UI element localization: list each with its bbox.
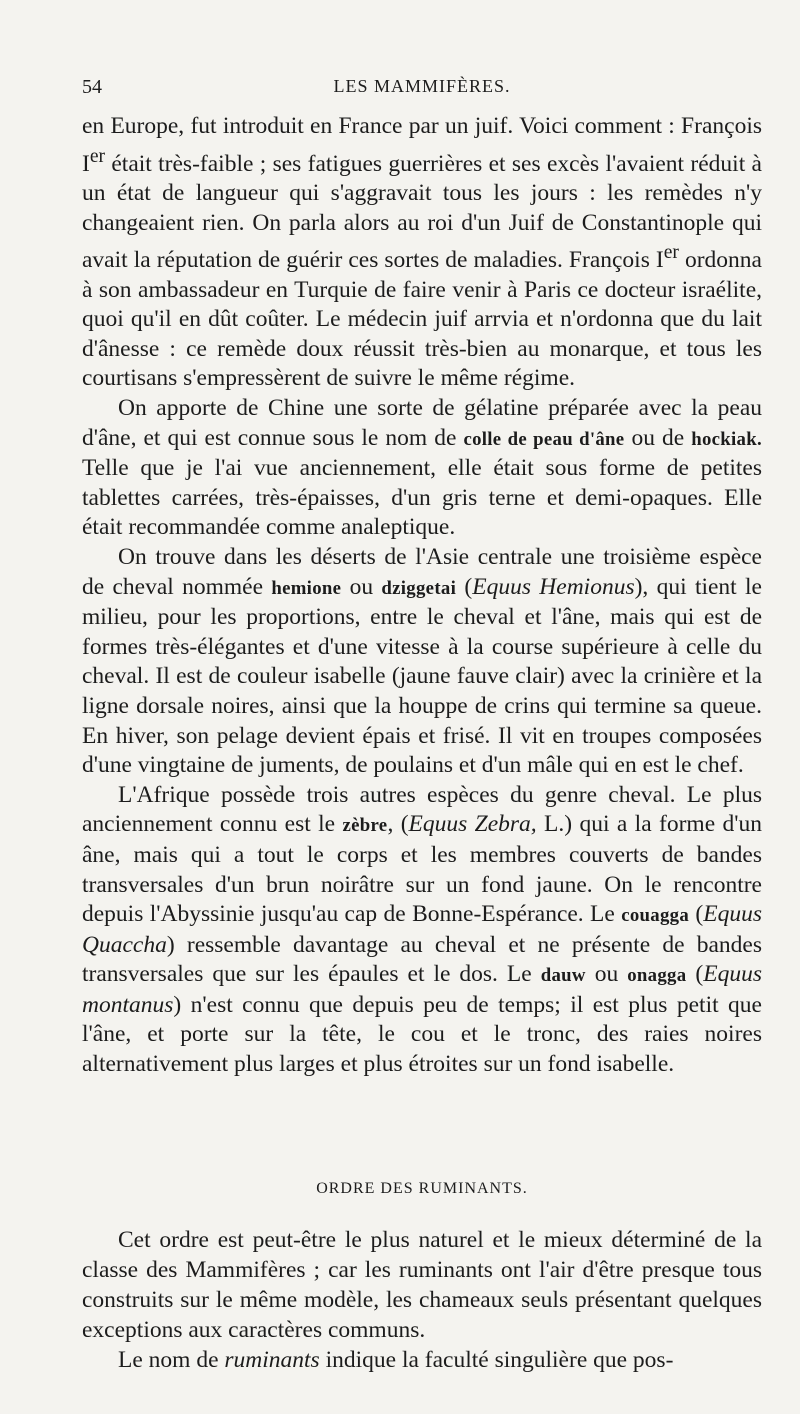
paragraph-nom [82,1345,762,1375]
term-ruminants: ruminants [224,1347,320,1373]
term-dziggetai: dziggetai [381,577,457,599]
term-colle-de-peau: colle de peau d'âne [463,428,625,450]
text-segment: indique la faculté singulière que pos- [319,1347,674,1373]
paragraph-afrique [82,781,762,1080]
text-segment: On trouve dans les déserts de l'Asie centrale une troisième espèce de cheval nommée [82,543,762,600]
latin-name: Equus Zebra, [408,811,537,838]
paragraph-gelatine [82,394,762,543]
term-hemione: hemione [271,577,342,599]
page-header [82,76,762,100]
term-dauw: dauw [540,965,586,987]
latin-name: Equus Hemionus [472,573,635,600]
text-segment: ( [456,573,473,600]
text-segment: ou [585,961,628,988]
text-segment: en Europe, fut introduit en France par un juif. Voici comment : François I [82,113,762,177]
text-segment: ), qui tient le milieu, pour les proportions, entre le cheval et l'âne, mais qui est de formes très-élégantes et d'une vitesse à la course supérieure à celle du cheval. Il est de couleur isabelle (jaune fauve clair) avec la crinière et la ligne dorsale noires, ainsi que la houppe de crins qui termine sa queue. En hiver, son pelage devient épais et frisé. Il vit en troupes composées d'une vingtaine de juments, de poulains et d'un mâle qui en est le chef. [82,573,762,779]
text-segment: Cet ordre est peut-être le plus naturel et le mieux déterminé de la classe des Mammifères ; car les ruminants ont l'air d'être presque tous construits sur le même modèle, les chameaux seuls présentant quelques exceptions aux caractères communs. [82,1227,762,1343]
latin-name: Equus Quaccha [82,901,763,958]
text-segment: ordonna à son ambassadeur en Turquie de faire venir à Paris ce docteur israélite, quoi qu'il en dût coûter. Le médecin juif arrvia et n'ordonna que du lait d'ânesse : ce remède doux réussit très-bien au monarque, et tous les courtisans s'empressèrent de suivre le même régime. [82,247,762,392]
text-segment: Le nom de [118,1347,225,1373]
text-segment: ou de [624,424,692,451]
text-segment: ou [341,573,382,600]
page-number: 54 [82,76,102,98]
body-text-ruminants [82,1225,762,1375]
text-segment: Telle que je l'ai vue anciennement, elle était sous forme de petites tablettes carrées, très-épaisses, d'un gris terne et demi-opaques. Elle était recommandée comme analeptique. [82,455,762,541]
text-segment: ( [689,901,704,928]
text-segment: , ( [387,811,409,838]
text-segment: était très-faible ; ses fatigues guerrières et ses excès l'avaient réduit à un état de langueur qui s'aggravait tous les jours : les remèdes n'y changeaient rien. On parla alors au roi d'un Juif de Constantinople qui avait la réputation de guérir ces sortes de maladies. François I [82,150,762,274]
paragraph-ordre [82,1225,762,1345]
latin-name: Equus montanus [82,961,763,1018]
body-text [82,112,762,1080]
text-segment: L'Afrique possède trois autres espèces du genre cheval. Le plus anciennement connu est le [82,781,762,838]
text-segment: ) ressemble davantage au cheval et ne présente de bandes transversales que sur les épaules et le dos. Le [82,931,762,988]
running-title: LES MAMMIFÈRES. [333,76,511,96]
text-segment: ( [686,961,704,988]
text-segment: On apporte de Chine une sorte de gélatine préparée avec la peau d'âne, et qui est connue sous le nom de [82,395,762,451]
paragraph-francois [82,112,762,394]
term-zebre: zèbre [342,815,388,837]
superscript-er: er [89,145,106,167]
section-title: ORDRE DES RUMINANTS. [316,1180,528,1197]
superscript-er: er [663,242,679,264]
text-segment: L.) qui a la forme d'un âne, mais qui a tout le corps et les membres couverts de bandes transversales d'un brun noirâtre sur un fond jaune. On le rencontre depuis l'Abyssinie jusqu'au cap de Bonne-Espérance. Le [82,811,762,928]
text-segment: ) n'est connu que depuis peu de temps; il est plus petit que l'âne, et porte sur la tête, le cou et le tronc, des raies noires alternativement plus larges et plus étroites sur un fond isabelle. [82,991,762,1078]
term-hockiak: hockiak. [691,428,762,450]
paragraph-hemione [82,543,762,781]
term-couagga: couagga [621,905,690,927]
term-onagga: onagga [627,965,687,987]
